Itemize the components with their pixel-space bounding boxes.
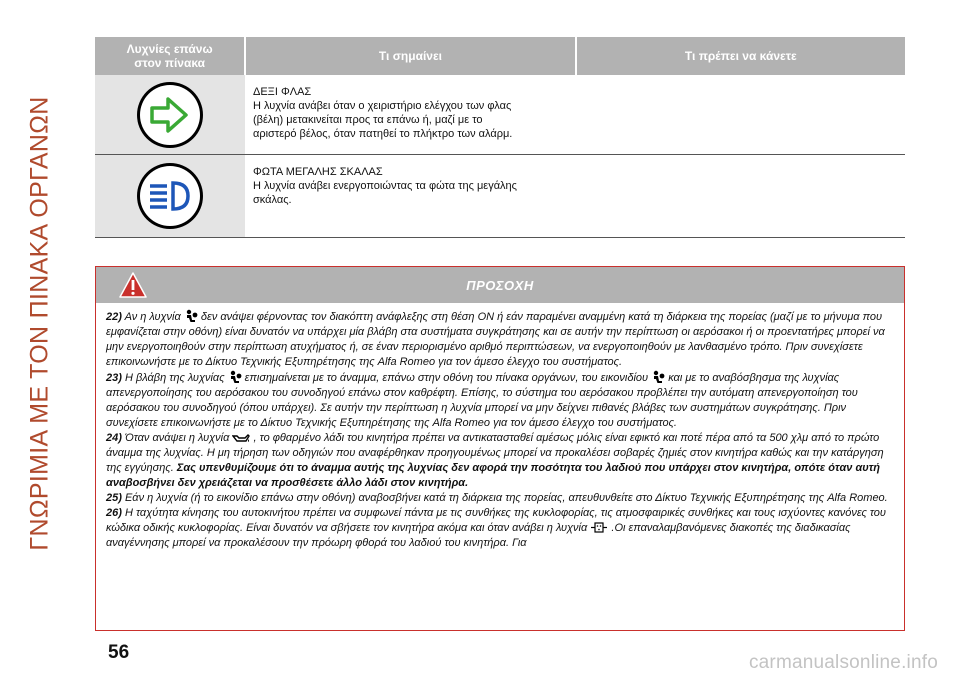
lamp-cell	[95, 75, 245, 154]
note-25: 25) Εάν η λυχνία (ή το εικονίδιο επάνω στην οθόνη) αναβοσβήνει κατά τη διάρκεια της πορείας, απευθυνθείτε στο Δίκτυο Τεχνικής Εξυπηρέτησης της Alfa Romeo.	[106, 492, 888, 504]
action-cell	[575, 75, 905, 154]
table-row	[95, 75, 905, 155]
header-lights: Λυχνίες επάνω στον πίνακα	[95, 37, 246, 75]
table-header	[95, 37, 905, 75]
meaning-cell: ΔΕΞΙ ΦΛΑΣ Η λυχνία ανάβει όταν ο χειριστήριο ελέγχου των φλας (βέλη) μετακινείται προς τα επάνω ή, μαζί με το αριστερό βέλος, όταν πατηθεί το πλήκτρο των αλάρμ.	[253, 86, 513, 140]
note-23: 23) Η βλάβη της λυχνίας επισημαίνεται με το άναμμα, επάνω στην οθόνη του πίνακα οργάνων, του εικονιδίου και με το αναβόσβησμα της λυχνίας απενεργοποίησης του αερόσακου του συνοδηγού επάνω στον καθρέφτη. Επίσης, το σύστημα του αερόσακου προβλέπει την αυτόματη απενεργοποίηση του αερόσακου του συνοδηγού (όπου υπάρχει). Σε αυτήν την περίπτωση η λυχνία μπορεί να μην δείχνει πιθανές βλάβες των συστημάτων συγκράτησης. Πριν συνεχίσετε επικοινωνήστε με το Δίκτυο Τεχνικής Εξυπηρέτησης της Alfa Romeo για τον άμεσο έλεγχο του συστήματος.	[106, 372, 858, 429]
dpf-filter-icon	[590, 521, 608, 534]
oil-level-icon	[232, 432, 250, 444]
watermark: carmanualsonline.info	[748, 652, 938, 673]
airbag-icon	[184, 309, 198, 323]
note-26: 26) Η ταχύτητα κίνησης του αυτοκινήτου πρέπει να συμφωνεί πάντα με τις συνθήκες της κυκλοφορίας, τις ατμοσφαιρικές συνθήκες και τους ισχύοντες κανόνες του κώδικα οδικής κυκλοφορίας. Είναι δυνατόν να σβήσετε τον κινητήρα ακόμα και όταν ανάβει η λυχνία .Οι επαναλαμβανόμενες διακοπές της διαδικασίας αναγέννησης μπορεί να προκαλέσουν την πρόωρη φθορά του λαδιού του κινητήρα. Για	[106, 507, 886, 549]
warning-triangle-icon	[118, 271, 148, 299]
high-beam-icon	[135, 161, 205, 231]
warning-lights-table	[95, 37, 905, 238]
note-24: 24) Όταν ανάψει η λυχνία , το φθαρμένο λάδι του κινητήρα πρέπει να αντικατασταθεί αμέσως μόλις είναι εφικτό και ποτέ πέρα από τα 500 χλμ από το πρώτο άναμμα της λυχνίας. Η μη τήρηση των οδηγιών που αναφέρθηκαν προηγουμένως μπορεί να προκαλέσει σοβαρές ζημιές στον κινητήρα καθώς και την κατάργηση της εγγύησης. Σας υπενθυμίζουμε ότι το άναμμα αυτής της λυχνίας δεν αφορά την ποσότητα του λαδιού που υπάρχει στον κινητήρα, οπότε όταν αυτή αναβοσβήνει δεν χρειάζεται να προσθέσετε άλλο λάδι στον κινητήρα.	[106, 432, 884, 489]
header-action: Τι πρέπει να κάνετε	[684, 49, 797, 63]
action-cell	[575, 155, 905, 237]
lamp-cell	[95, 155, 245, 237]
note-22: 22) Αν η λυχνία δεν ανάψει φέρνοντας τον διακόπτη ανάφλεξης στη θέση ON ή εάν παραμένει αναμμένη κατά τη διάρκεια της πορείας (μαζί με το μήνυμα που εμφανίζεται στην οθόνη) είναι δυνατόν να υπάρχει μία βλάβη στα συστήματα συγκράτησης και σε αυτήν την περίπτωση οι αερόσακοι ή οι προεντατήρες μπορεί να μην ενεργοποιηθούν στην περίπτωση ατυχήματος ή, σε έναν περιορισμένο αριθμό περιπτώσεων, να ενεργοποιηθούν με λανθασμένο τρόπο. Πριν συνεχίσετε επικοινωνήστε με το Δίκτυο Τεχνικής Εξυπηρέτησης της Alfa Romeo για τον άμεσο έλεγχο του συστήματος.	[106, 311, 885, 368]
warning-box	[95, 266, 905, 631]
warning-text	[96, 303, 904, 551]
meaning-cell: ΦΩΤΑ ΜΕΓΑΛΗΣ ΣΚΑΛΑΣ Η λυχνία ανάβει ενεργοποιώντας τα φώτα της μεγάλης σκάλας.	[253, 166, 517, 206]
airbag-icon	[228, 370, 242, 384]
table-row	[95, 155, 905, 238]
right-turn-signal-icon	[135, 80, 205, 150]
section-side-title	[20, 36, 60, 611]
warning-header	[96, 267, 904, 303]
header-meaning: Τι σημαίνει	[246, 37, 576, 75]
side-title-text: ΓΝΩΡΙΜΙΑ ΜΕ ΤΟΝ ΠΙΝΑΚΑ ΟΡΓΑΝΩΝ	[25, 96, 54, 551]
warning-title: ΠΡΟΣΟΧΗ	[466, 277, 534, 293]
airbag-icon	[651, 370, 665, 384]
page-number: 56	[108, 642, 130, 663]
